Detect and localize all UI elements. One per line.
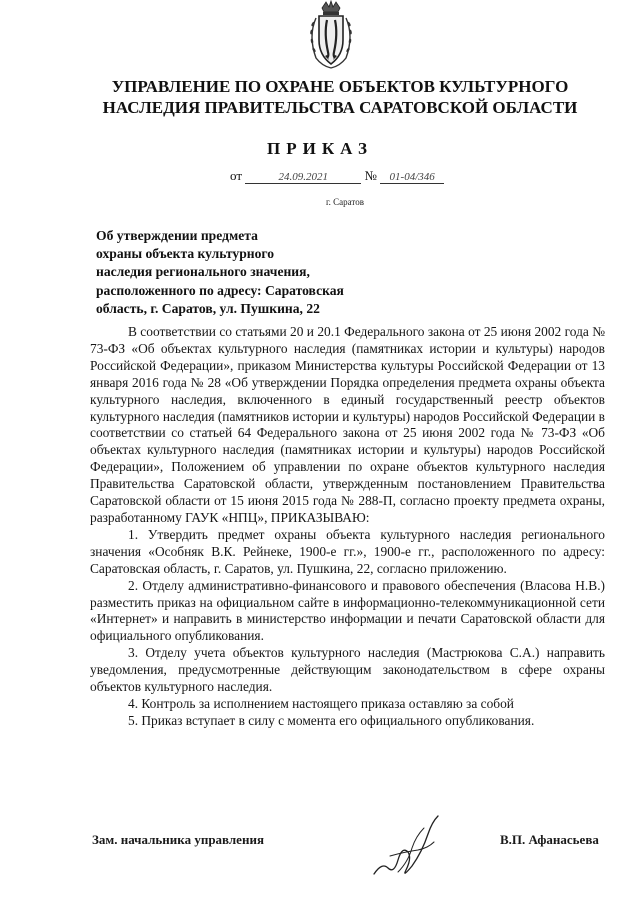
clause-1-paragraph: 1. Утвердить предмет охраны объекта культурного наследия регионального значения «Особняк В.К. Рейнеке, 1900-е гг.», 1900-е гг., расположенного по адресу: Саратовская область, г. Саратов, ул. Пушкина, 22, согласно приложению. <box>90 526 605 576</box>
subject-line: наследия регионального значения, <box>96 264 310 280</box>
order-date: 24.09.2021 <box>245 171 361 184</box>
date-prefix: от <box>230 168 243 183</box>
clause-3-paragraph: 3. Отделу учета объектов культурного наследия (Мастрюкова С.А.) направить уведомления, предусмотренные действующим законодательством в сфере охраны объектов культурного наследия. <box>90 645 605 695</box>
order-title: ПРИКАЗ <box>267 139 373 158</box>
order-body <box>90 324 605 730</box>
coat-of-arms-emblem <box>302 0 360 70</box>
signatory-name: В.П. Афанасьева <box>500 832 599 847</box>
number-prefix: № <box>364 168 377 183</box>
agency-line-1: УПРАВЛЕНИЕ ПО ОХРАНЕ ОБЪЕКТОВ КУЛЬТУРНОГО <box>111 77 569 96</box>
preamble-paragraph: В соответствии со статьями 20 и 20.1 Федерального закона от 25 июня 2002 года № 73-ФЗ «Об объектах культурного наследия (памятниках истории и культуры) народов Российской Федерации», приказом Министерства культуры Российской Федерации от 13 января 2016 года № 28 «Об утверждении Порядка определения предмета охраны объекта культурного наследия, включенного в единый государственный реестр объектов культурного наследия (памятников истории и культуры) народов Российской Федерации в соответствии со статьей 64 Федерального закона от 25 июня 2002 года № 73-ФЗ «Об объектах культурного наследия (памятниках истории и культуры) народов Российской Федерации», Положением об управлении по охране объектов культурного наследия Правительства Саратовской области, утвержденным постановлением Правительства Саратовской области от 15 июня 2015 года № 288-П, согласно проекту предмета охраны, разработанному ГАУК «НПЦ», ПРИКАЗЫВАЮ: <box>90 324 605 525</box>
order-date-number-line <box>230 168 444 184</box>
handwritten-signature <box>368 812 446 882</box>
agency-line-2: НАСЛЕДИЯ ПРАВИТЕЛЬСТВА САРАТОВСКОЙ ОБЛАСТИ <box>102 98 578 117</box>
subject-line: Об утверждении предмета <box>96 228 258 243</box>
order-subject <box>96 227 416 318</box>
signatory-title: Зам. начальника управления <box>92 832 264 847</box>
clause-2-paragraph: 2. Отделу административно-финансового и правового обеспечения (Власова Н.В.) разместить приказ на официальном сайте в информационно-телекоммуникационной сети «Интернет» и направить в министерство информации и печати Саратовской области для официального опубликования. <box>90 577 605 644</box>
subject-line: расположенного по адресу: Саратовская <box>96 282 344 298</box>
agency-header <box>90 76 590 118</box>
clause-4-paragraph: 4. Контроль за исполнением настоящего приказа оставляю за собой <box>128 695 514 711</box>
order-number: 01-04/346 <box>380 171 444 184</box>
clause-5-paragraph: 5. Приказ вступает в силу с момента его официального опубликования. <box>128 712 535 728</box>
city: г. Саратов <box>326 197 364 207</box>
subject-line: область, г. Саратов, ул. Пушкина, 22 <box>96 300 320 316</box>
subject-line: охраны объекта культурного <box>96 246 275 262</box>
